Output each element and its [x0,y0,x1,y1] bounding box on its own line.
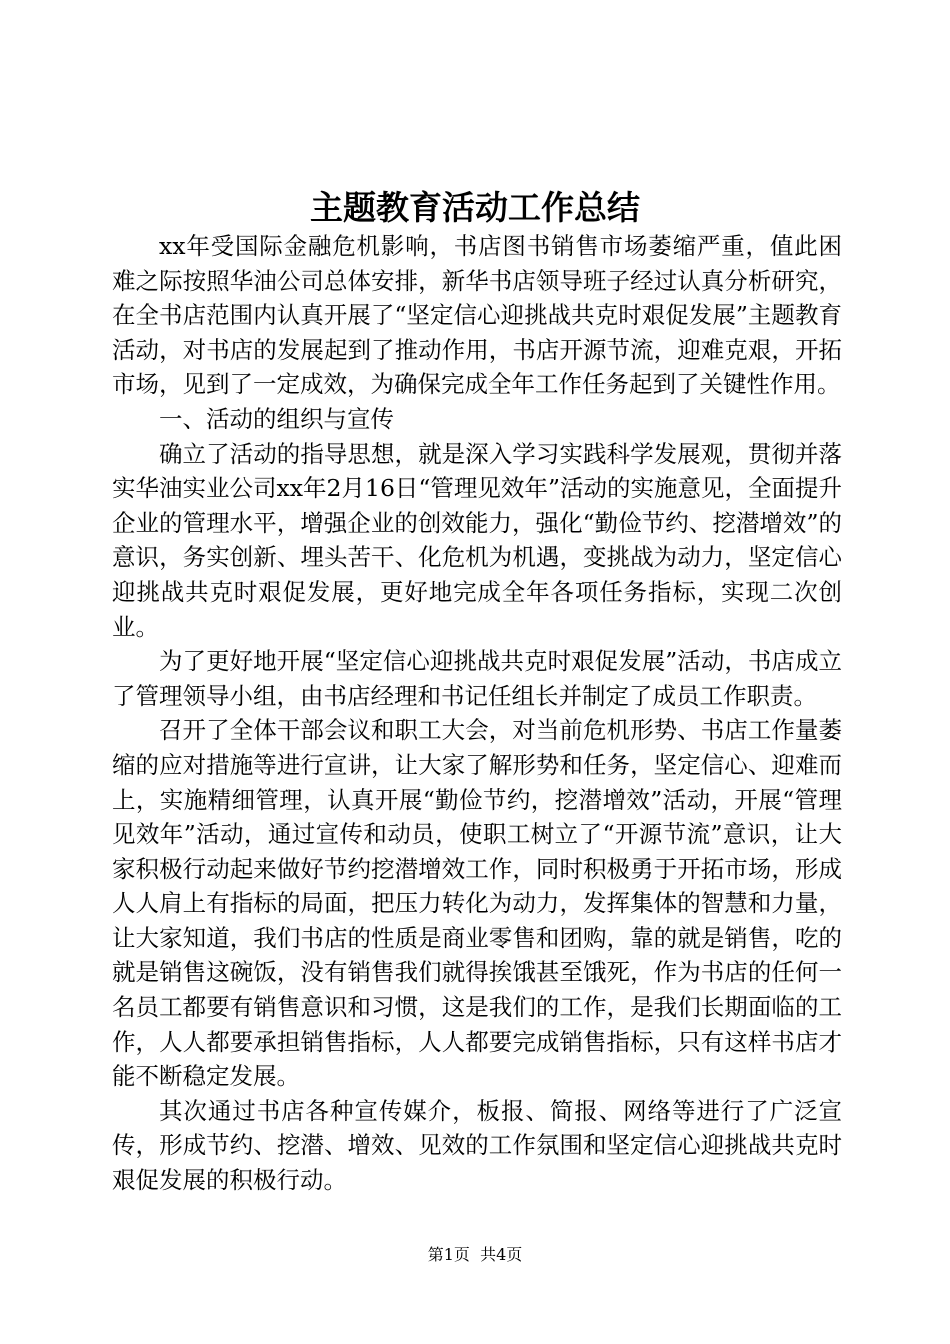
paragraph: 为了更好地开展“坚定信心迎挑战共克时艰促发展”活动，书店成立了管理领导小组，由书店经理和书记任组长并制定了成员工作职责。 [112,647,842,710]
paragraph-intro: xx年受国际金融危机影响，书店图书销售市场萎缩严重，值此困难之际按照华油公司总体安排，新华书店领导班子经过认真分析研究，在全书店范围内认真开展了“坚定信心迎挑战共克时艰促发展”主题教育活动，对书店的发展起到了推动作用，书店开源节流，迎难克艰，开拓市场，见到了一定成效，为确保完成全年工作任务起到了关键性作用。 [112,232,842,399]
page-footer [0,1244,950,1266]
paragraph: 其次通过书店各种宣传媒介，板报、简报、网络等进行了广泛宣传，形成节约、挖潜、增效、见效的工作氛围和坚定信心迎挑战共克时艰促发展的积极行动。 [112,1096,842,1195]
paragraph: 确立了活动的指导思想，就是深入学习实践科学发展观，贯彻并落实华油实业公司xx年2月16日“管理见效年”活动的实施意见，全面提升企业的管理水平，增强企业的创效能力，强化“勤俭节约、挖潜增效”的意识，务实创新、埋头苦干、化危机为机遇，变挑战为动力，坚定信心迎挑战共克时艰促发展，更好地完成全年各项任务指标，实现二次创业。 [112,439,842,641]
section-heading: 一、活动的组织与宣传 [159,404,394,433]
page-number: 第1页 [427,1245,470,1264]
page-total: 共4页 [480,1245,523,1264]
document-title: 主题教育活动工作总结 [310,188,640,227]
paragraph: 召开了全体干部会议和职工大会，对当前危机形势、书店工作量萎缩的应对措施等进行宣讲，让大家了解形势和任务，坚定信心、迎难而上，实施精细管理，认真开展“勤俭节约，挖潜增效”活动，开展“管理见效年”活动，通过宣传和动员，使职工树立了“开源节流”意识，让大家积极行动起来做好节约挖潜增效工作，同时积极勇于开拓市场，形成人人肩上有指标的局面，把压力转化为动力，发挥集体的智慧和力量，让大家知道，我们书店的性质是商业零售和团购，靠的就是销售，吃的就是销售这碗饭，没有销售我们就得挨饿甚至饿死，作为书店的任何一名员工都要有销售意识和习惯，这是我们的工作，是我们长期面临的工作，人人都要承担销售指标，人人都要完成销售指标，只有这样书店才能不断稳定发展。 [112,716,842,1091]
footer-spacer [470,1245,480,1264]
document-body [112,229,842,1198]
